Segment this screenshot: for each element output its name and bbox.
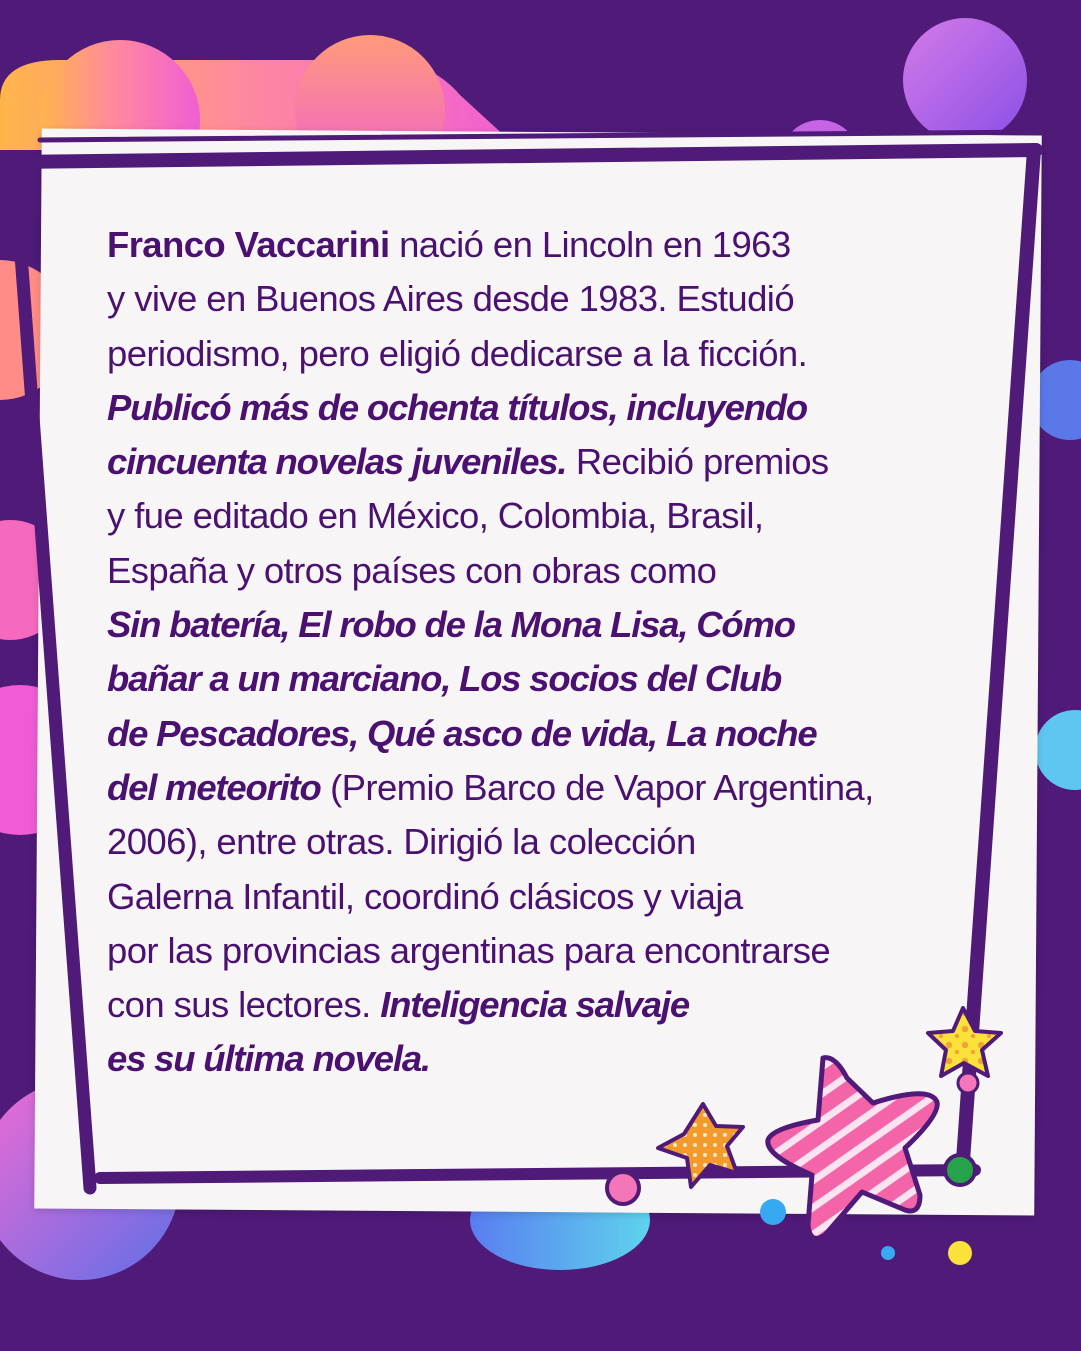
orange-dotted-star-icon	[658, 1104, 743, 1187]
bio-text: y fue editado en México, Colombia, Brasil,	[107, 495, 764, 537]
bio-emphasis: de Pescadores, Qué asco de vida, La noche	[107, 712, 817, 754]
bio-text: Galerna Infantil, coordinó clásicos y viaja	[107, 875, 743, 917]
bio-text: (Premio Barco de Vapor Argentina,	[320, 766, 874, 808]
bio-text: España y otros países con obras como	[107, 549, 717, 591]
bio-emphasis: Franco Vaccarini	[107, 224, 390, 265]
bio-emphasis: Publicó más de ochenta títulos, incluyendo	[107, 386, 807, 428]
bio-text: nació en Lincoln en 1963	[389, 224, 791, 265]
yellow-dotted-star-icon	[928, 1008, 1001, 1076]
bio-text: por las provincias argentinas para encontrarse	[107, 929, 831, 971]
bio-text: periodismo, pero eligió dedicarse a la ficción.	[107, 332, 808, 374]
bio-emphasis: del meteorito	[107, 766, 321, 808]
bio-emphasis: Inteligencia salvaje	[380, 984, 689, 1026]
bio-emphasis: Sin batería, El robo de la Mona Lisa, Cómo	[107, 604, 795, 646]
bio-text: Recibió premios	[566, 441, 829, 483]
bio-emphasis: es su última novela.	[107, 1038, 430, 1080]
bio-text: 2006), entre otras. Dirigió la colección	[107, 821, 696, 863]
bio-text: con sus lectores.	[107, 984, 381, 1026]
bio-emphasis: cincuenta novelas juveniles.	[107, 441, 567, 483]
pink-striped-star-icon	[768, 1058, 937, 1239]
bio-emphasis: bañar a un marciano, Los socios del Club	[107, 658, 782, 700]
bio-text: y vive en Buenos Aires desde 1983. Estudió	[107, 278, 795, 320]
